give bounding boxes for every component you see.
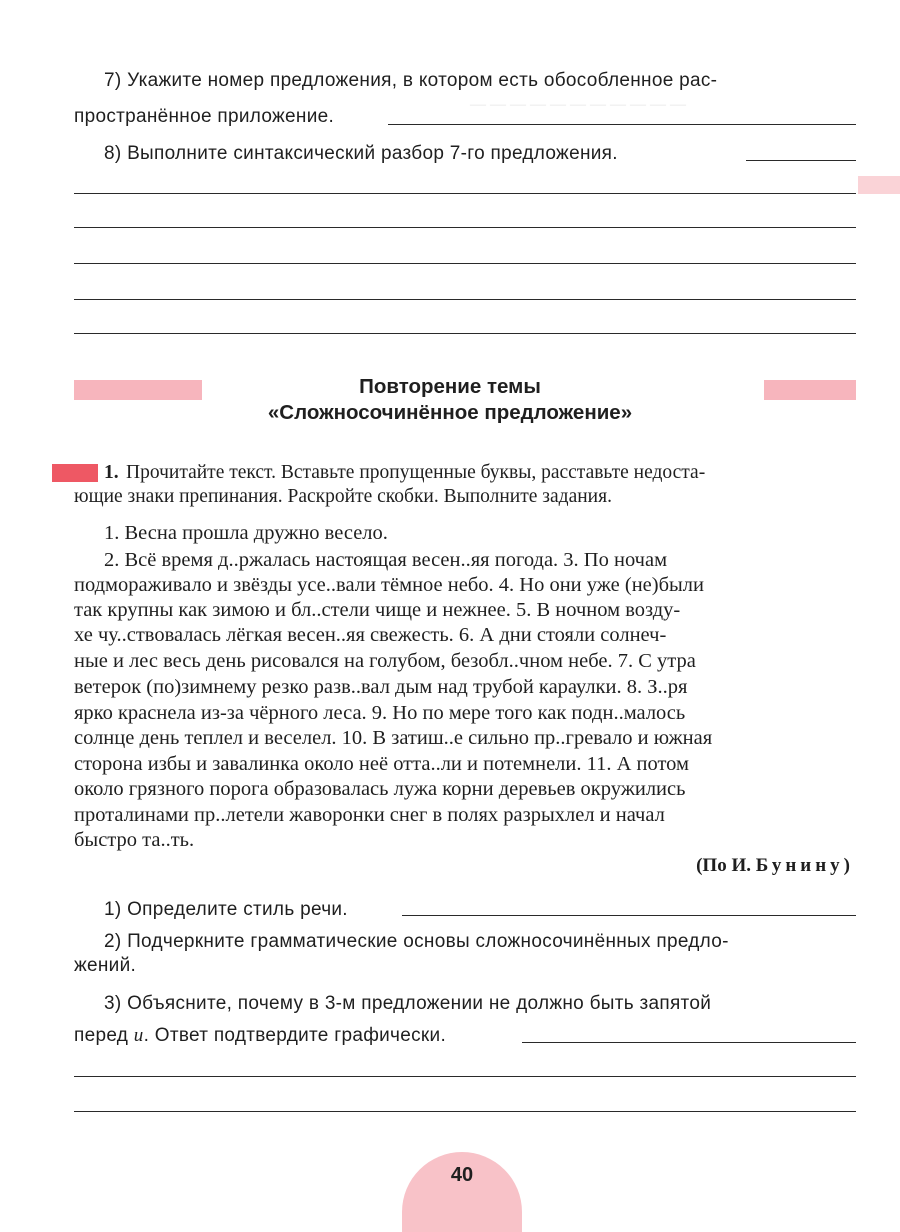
answer-line-q8-3[interactable] (74, 227, 856, 228)
author-prefix: (По И. (696, 855, 751, 876)
text-line: 1. Весна прошла дружно весело. (104, 522, 388, 544)
question-7-line-1: 7) Укажите номер предложения, в котором есть обособленное рас- (104, 70, 718, 91)
question-3-line-2 (74, 1023, 446, 1048)
text-line: сторона избы и завалинка около неё отта..ли и потемнели. 11. А потом (74, 753, 690, 775)
question-3-conjunction: и (133, 1025, 144, 1046)
answer-line-q3-2[interactable] (74, 1076, 856, 1077)
page-number: 40 (402, 1152, 522, 1232)
answer-line-q1[interactable] (402, 915, 856, 916)
section-title-line-1: Повторение темы (359, 375, 541, 398)
text-line: ярко краснела из-за чёрного леса. 9. Но по мере того как подн..малось (74, 702, 686, 724)
question-8: 8) Выполните синтаксический разбор 7-го предложения. (104, 143, 618, 164)
task-instruction-line-1: Прочитайте текст. Вставьте пропущенные буквы, расставьте недоста- (126, 462, 706, 483)
answer-line-q8-6[interactable] (74, 333, 856, 334)
question-2-line-1: 2) Подчеркните грамматические основы сложносочинённых предло- (104, 931, 729, 952)
text-line: хе чу..ствовалась лёгкая весен..яя свежесть. 6. А дни стояли солнеч- (74, 624, 667, 646)
answer-line-q3[interactable] (522, 1042, 856, 1043)
bleed-through-decoration: — — — — — — — — — — — (470, 96, 686, 113)
answer-line-q8-5[interactable] (74, 299, 856, 300)
text-line: около грязного порога образовалась лужа корни деревьев окружились (74, 778, 686, 800)
answer-line-q7[interactable] (388, 124, 856, 125)
text-line: быстро та..ть. (74, 829, 195, 851)
task-instruction-line-2: ющие знаки препинания. Раскройте скобки. Выполните задания. (74, 486, 612, 507)
text-line: ные и лес весь день рисовался на голубом, безобл..чном небе. 7. С утра (74, 650, 696, 672)
task-marker (52, 464, 98, 482)
text-author (696, 855, 854, 877)
author-name: Бунину) (755, 855, 854, 876)
question-7-line-2: пространённое приложение. (74, 106, 335, 127)
text-line: проталинами пр..летели жаворонки снег в полях разрыхлел и начал (74, 804, 665, 826)
question-3-word-before: перед (74, 1025, 129, 1046)
question-3-line-1: 3) Объясните, почему в 3-м предложении не должно быть запятой (104, 993, 712, 1014)
text-line: ветерок (по)зимнему резко разв..вал дым над трубой караулки. 8. З..ря (74, 676, 688, 698)
section-title-line-2: «Сложносочинённое предложение» (267, 401, 633, 424)
text-line: так крупны как зимою и бл..стели чище и нежнее. 5. В ночном возду- (74, 599, 681, 621)
answer-line-q8-4[interactable] (74, 263, 856, 264)
answer-line-q8-2[interactable] (74, 193, 856, 194)
text-line: подмораживало и звёзды усе..вали тёмное небо. 4. Но они уже (не)были (74, 574, 704, 596)
question-1: 1) Определите стиль речи. (104, 899, 348, 920)
question-2-line-2: жений. (74, 955, 137, 976)
answer-line-q3-3[interactable] (74, 1111, 856, 1112)
edge-marker (858, 176, 900, 194)
question-3-rest: . Ответ подтвердите графически. (143, 1025, 447, 1046)
answer-line-q8[interactable] (746, 160, 856, 161)
text-line: 2. Всё время д..ржалась настоящая весен..яя погода. 3. По ночам (104, 549, 668, 571)
text-line: солнце день теплел и веселел. 10. В затиш..е сильно пр..гревало и южная (74, 727, 713, 749)
task-number: 1. (104, 462, 119, 483)
